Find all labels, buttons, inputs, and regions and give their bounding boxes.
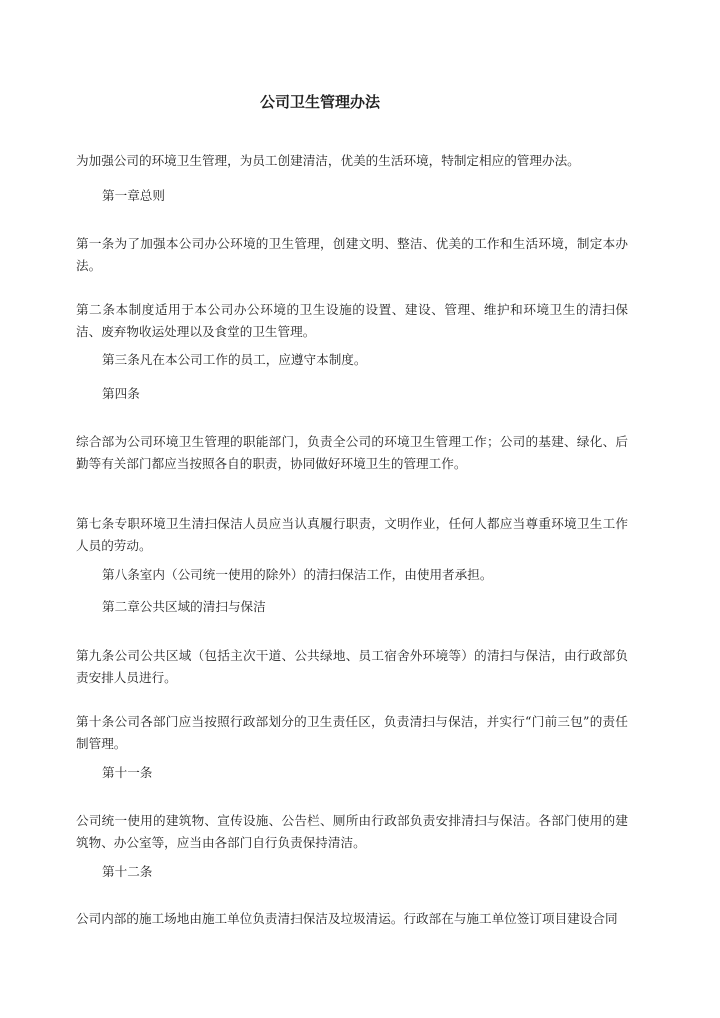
article-paragraph: 第三条凡在本公司工作的员工，应遵守本制度。 — [102, 352, 367, 367]
article-heading: 第四条 — [102, 386, 140, 401]
intro-paragraph: 为加强公司的环境卫生管理，为员工创建清洁，优美的生活环境，特制定相应的管理办法。 — [76, 153, 580, 168]
article-paragraph: 第九条公司公共区域（包括主次干道、公共绿地、员工宿舍外环境等）的清扫与保洁，由行政部负责安排人员进行。 — [76, 648, 628, 685]
article-heading: 第十一条 — [102, 765, 153, 780]
article-heading: 第十二条 — [102, 864, 153, 879]
article-paragraph: 第二条本制度适用于本公司办公环境的卫生设施的设置、建设、管理、维护和环境卫生的清扫保洁、废弃物收运处理以及食堂的卫生管理。 — [76, 302, 628, 339]
article-paragraph: 第七条专职环境卫生清扫保洁人员应当认真履行职责，文明作业，任何人都应当尊重环境卫生工作人员的劳动。 — [76, 516, 628, 553]
article-paragraph: 公司内部的施工场地由施工单位负责清扫保洁及垃圾清运。行政部在与施工单位签订项目建设合同 — [76, 911, 618, 926]
article-paragraph: 第十条公司各部门应当按照行政部划分的卫生责任区，负责清扫与保洁，并实行“门前三包”的责任制管理。 — [76, 714, 628, 751]
page-title: 公司卫生管理办法 — [259, 93, 380, 111]
article-paragraph: 第一条为了加强本公司办公环境的卫生管理，创建文明、整洁、优美的工作和生活环境，制定本办法。 — [76, 236, 628, 273]
chapter-heading: 第二章公共区域的清扫与保洁 — [102, 599, 266, 614]
chapter-heading: 第一章总则 — [102, 188, 165, 203]
article-paragraph: 公司统一使用的建筑物、宣传设施、公告栏、厕所由行政部负责安排清扫与保洁。各部门使用的建筑物、办公室等，应当由各部门自行负责保持清洁。 — [76, 813, 628, 850]
article-paragraph: 综合部为公司环境卫生管理的职能部门，负责全公司的环境卫生管理工作；公司的基建、绿化、后勤等有关部门都应当按照各自的职责，协同做好环境卫生的管理工作。 — [76, 434, 628, 471]
article-paragraph: 第八条室内（公司统一使用的除外）的清扫保洁工作，由使用者承担。 — [102, 567, 493, 582]
